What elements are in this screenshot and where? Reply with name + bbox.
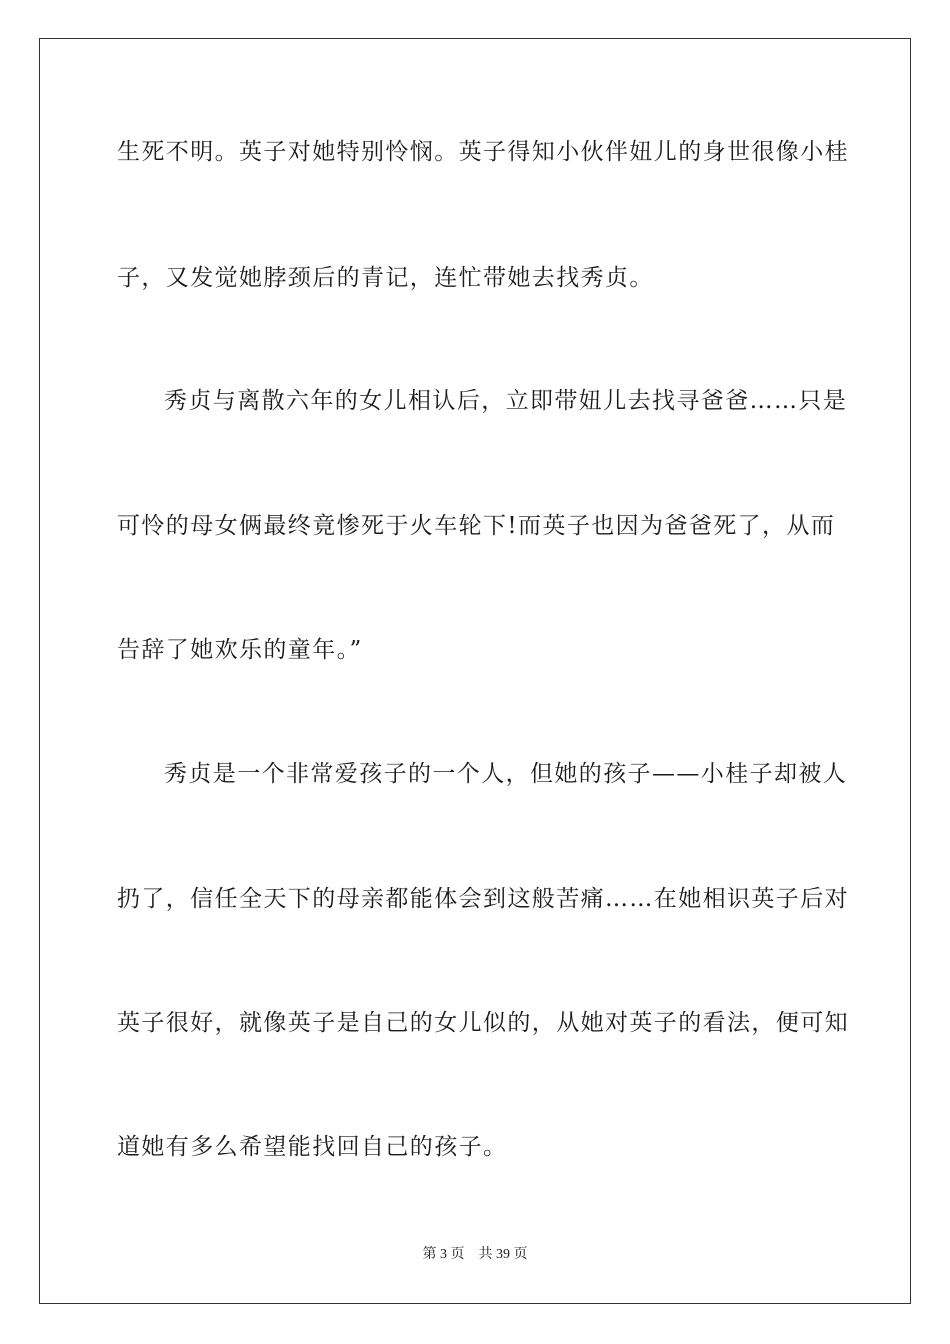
- page-border: [39, 38, 911, 1304]
- page-footer: [0, 1246, 950, 1264]
- text-line: 可怜的母女俩最终竟惨死于火车轮下!而英子也因为爸爸死了，从而: [117, 513, 836, 539]
- page-total: 共 39 页: [478, 1247, 528, 1262]
- text-line: 告辞了她欢乐的童年。”: [117, 637, 363, 663]
- text-line: 子，又发觉她脖颈后的青记，连忙带她去找秀贞。: [117, 265, 654, 291]
- paragraph-first-line: 秀贞与离散六年的女儿相认后，立即带妞儿去找寻爸爸……只是: [164, 388, 848, 414]
- page-number: 第 3 页: [422, 1247, 465, 1262]
- paragraph-first-line: 秀贞是一个非常爱孩子的一个人，但她的孩子——小桂子却被人: [164, 761, 848, 787]
- text-line: 英子很好，就像英子是自己的女儿似的，从她对英子的看法，便可知: [117, 1010, 849, 1036]
- text-line: 扔了，信任全天下的母亲都能体会到这般苦痛……在她相识英子后对: [117, 886, 849, 912]
- text-line: 道她有多么希望能找回自己的孩子。: [117, 1134, 508, 1160]
- text-line: 生死不明。英子对她特别怜悯。英子得知小伙伴妞儿的身世很像小桂: [117, 139, 849, 165]
